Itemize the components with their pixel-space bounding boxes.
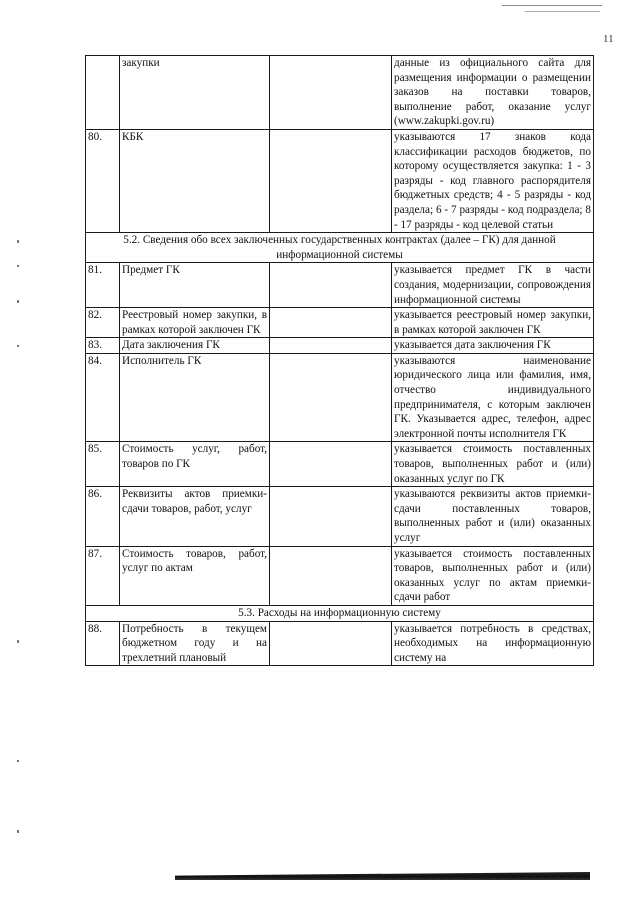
table-row [86, 263, 594, 308]
field-name: Потребность в текущем бюджетном году и на трехлетний плановый [120, 621, 270, 666]
empty-cell [270, 621, 392, 666]
scan-artifact-mark [17, 265, 19, 267]
field-description: данные из официального сайта для размещения информации о размещении заказов на поставки товаров, выполнение работ, оказание услуг (www.zakupki.gov.ru) [392, 56, 594, 130]
scan-artifact-mark [17, 300, 19, 303]
field-name: Реестровый номер закупки, в рамках которой заключен ГК [120, 308, 270, 338]
field-name: Реквизиты актов приемки-сдачи товаров, работ, услуг [120, 487, 270, 546]
row-number: 87. [86, 546, 120, 605]
field-name: Исполнитель ГК [120, 353, 270, 442]
row-number: 81. [86, 263, 120, 308]
empty-cell [270, 129, 392, 232]
table-row [86, 487, 594, 546]
field-description: указываются наименование юридического лица или фамилия, имя, отчество индивидуального предпринимателя, с которым заключен ГК. Указывается адрес, телефон, адрес электронной почты исполнителя ГК [392, 353, 594, 442]
bottom-scan-bar [175, 872, 590, 880]
field-description: указывается стоимость поставленных товаров, выполненных работ и (или) оказанных услуг по актам приемки-сдачи работ [392, 546, 594, 605]
empty-cell [270, 338, 392, 354]
scan-artifact-mark [17, 760, 19, 762]
field-name: Предмет ГК [120, 263, 270, 308]
field-name: закупки [120, 56, 270, 130]
requirements-table [85, 55, 594, 666]
scan-artifact-mark [17, 345, 19, 347]
empty-cell [270, 263, 392, 308]
table-row [86, 338, 594, 354]
row-number: 82. [86, 308, 120, 338]
table-row [86, 56, 594, 130]
table-row [86, 621, 594, 666]
table-row [86, 442, 594, 487]
row-number: 85. [86, 442, 120, 487]
field-name: Стоимость услуг, работ, товаров по ГК [120, 442, 270, 487]
scan-artifact-line [502, 5, 602, 6]
page-number: 11 [603, 33, 614, 45]
field-description: указывается реестровый номер закупки, в рамках которой заключен ГК [392, 308, 594, 338]
field-description: указываются реквизиты актов приемки-сдачи поставленных товаров, выполненных работ и (или) оказанных услуг [392, 487, 594, 546]
scan-artifact-mark [17, 640, 19, 643]
empty-cell [270, 546, 392, 605]
empty-cell [270, 353, 392, 442]
section-title: 5.2. Сведения обо всех заключенных государственных контрактах (далее – ГК) для данной информационной системы [86, 233, 594, 263]
row-number: 80. [86, 129, 120, 232]
empty-cell [270, 442, 392, 487]
section-row [86, 233, 594, 263]
section-row [86, 605, 594, 621]
field-name: Стоимость товаров, работ, услуг по актам [120, 546, 270, 605]
row-number: 83. [86, 338, 120, 354]
field-description: указывается потребность в средствах, необходимых на информационную систему на [392, 621, 594, 666]
scan-artifact-line [525, 11, 600, 12]
field-description: указывается дата заключения ГК [392, 338, 594, 354]
row-number [86, 56, 120, 130]
field-name: КБК [120, 129, 270, 232]
row-number: 86. [86, 487, 120, 546]
scan-artifact-mark [17, 830, 19, 833]
table-row [86, 308, 594, 338]
row-number: 88. [86, 621, 120, 666]
scan-artifact-mark [17, 240, 19, 243]
section-title: 5.3. Расходы на информационную систему [86, 605, 594, 621]
table-row [86, 129, 594, 232]
empty-cell [270, 308, 392, 338]
field-description: указывается стоимость поставленных товаров, выполненных работ и (или) оказанных услуг по ГК [392, 442, 594, 487]
field-description: указываются 17 знаков кода классификации расходов бюджетов, по которому осуществляется закупка: 1 - 3 разряды - код главного распорядителя бюджетных средств; 4 - 5 разряды - код раздела; 6 - 7 разряды - код подраздела; 8 - 17 разряды - код целевой статьи [392, 129, 594, 232]
table-body [86, 56, 594, 666]
field-name: Дата заключения ГК [120, 338, 270, 354]
field-description: указывается предмет ГК в части создания, модернизации, сопровождения информационной системы [392, 263, 594, 308]
empty-cell [270, 487, 392, 546]
empty-cell [270, 56, 392, 130]
row-number: 84. [86, 353, 120, 442]
table-row [86, 546, 594, 605]
table-row [86, 353, 594, 442]
